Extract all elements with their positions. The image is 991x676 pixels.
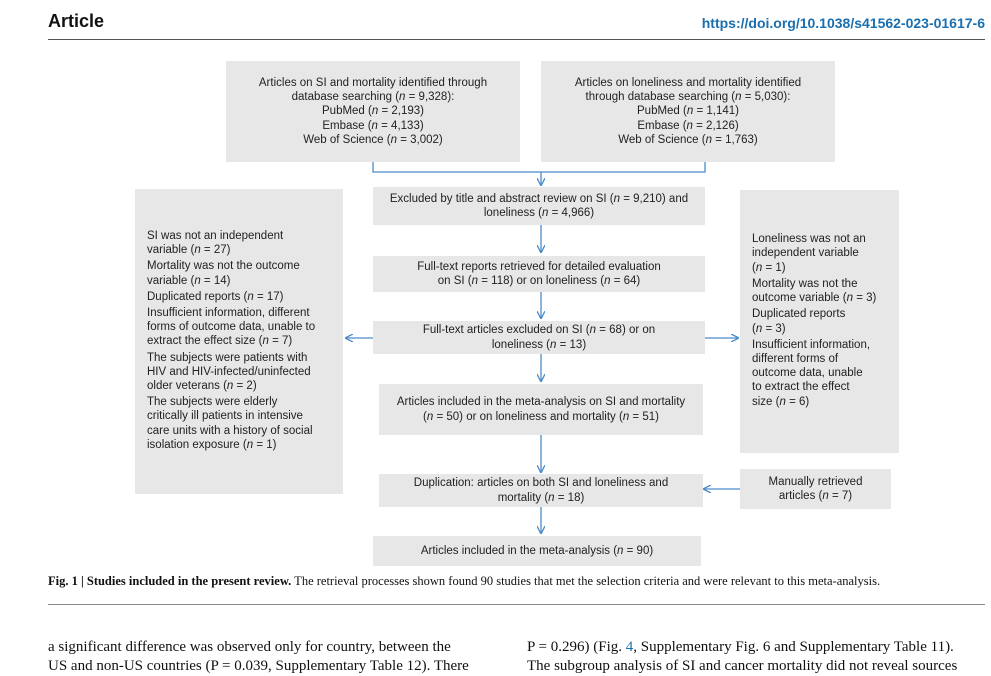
body-text-line: a significant difference was observed only for country, between the [48, 639, 451, 655]
si-search-line4: Embase (n = 4,133) [322, 119, 424, 132]
si-search-line5: Web of Science (n = 3,002) [303, 133, 443, 146]
included-meta-line1: Articles included in the meta-analysis on SI and mortality [396, 396, 686, 409]
lon-reason-text: size (n = 6) [752, 395, 810, 408]
si-exclusion-reasons-box [135, 189, 343, 494]
si-reason-text: HIV and HIV-infected/uninfected [147, 365, 311, 378]
si-search-line3: PubMed (n = 2,193) [322, 105, 424, 118]
caption-divider [48, 604, 985, 605]
merge-bracket [373, 162, 705, 172]
si-search-line2: database searching (n = 9,328): [291, 91, 455, 104]
lon-search-line4: Embase (n = 2,126) [637, 119, 739, 132]
si-reason-text: older veterans (n = 2) [147, 380, 257, 392]
lon-reason-text: Duplicated reports [752, 308, 846, 321]
lon-reason-text: Insufficient information, [752, 338, 871, 351]
manual-retrieved-line1: Manually retrieved [768, 475, 863, 488]
loneliness-search-box [541, 61, 835, 162]
lon-search-line2: through database searching (n = 5,030): [585, 91, 791, 104]
excluded-title-line2: loneliness (n = 4,966) [483, 207, 595, 219]
lon-reason-text: outcome variable (n = 3) [752, 292, 877, 305]
loneliness-exclusion-reasons-box [740, 190, 899, 453]
si-search-box [226, 61, 520, 162]
fulltext-retrieved-box [373, 256, 705, 292]
body-text-segment: , Supplementary Fig. 6 and Supplementary Table 11). [633, 639, 954, 655]
lon-search-line3: PubMed (n = 1,141) [637, 105, 739, 118]
si-reason-text: variable (n = 14) [147, 274, 231, 287]
si-reason-text: care units with a history of social [147, 424, 313, 437]
body-text-line: US and non-US countries (P = 0.039, Supplementary Table 12). There [48, 658, 469, 674]
lon-search-line5: Web of Science (n = 1,763) [618, 133, 758, 146]
body-text-line: The subgroup analysis of SI and cancer mortality did not reveal sources [527, 658, 958, 674]
figure-4-link[interactable]: 4 [625, 639, 634, 655]
lon-reason-text: (n = 1) [752, 261, 786, 274]
duplication-box [379, 474, 703, 507]
manual-retrieved-box [740, 469, 891, 509]
doi-link[interactable]: https://doi.org/10.1038/s41562-023-01617-6 [701, 15, 985, 31]
fulltext-excluded-box [373, 321, 705, 354]
fulltext-retrieved-line2: on SI (n = 118) or on loneliness (n = 64) [437, 275, 641, 287]
figure-caption-text: The retrieval processes shown found 90 studies that met the selection criteria and were relevant to this meta-analysis. [291, 574, 881, 588]
body-column-right [527, 638, 987, 676]
lon-reason-text: Mortality was not the [752, 277, 858, 290]
journal-section-title: Article [48, 11, 105, 31]
manual-retrieved-line2: articles (n = 7) [778, 490, 853, 502]
si-reason-text: variable (n = 27) [147, 244, 231, 257]
fulltext-excluded-line1: Full-text articles excluded on SI (n = 68) or on [422, 324, 656, 337]
lon-reason-text: outcome data, unable [752, 367, 863, 380]
duplication-line1: Duplication: articles on both SI and loneliness and [413, 477, 669, 490]
duplication-line2: mortality (n = 18) [497, 491, 585, 504]
final-included-box [373, 536, 701, 566]
figure-caption [48, 574, 985, 589]
si-reason-text: extract the effect size (n = 7) [147, 335, 293, 348]
final-included-line1: Articles included in the meta-analysis (n = 90) [420, 544, 654, 557]
si-reason-text: Mortality was not the outcome [147, 260, 300, 273]
lon-search-line1: Articles on loneliness and mortality identified [574, 76, 802, 89]
si-reason-text: forms of outcome data, unable to [147, 321, 316, 334]
excluded-title-line1: Excluded by title and abstract review on SI (n = 9,210) and [389, 192, 689, 205]
included-meta-box [379, 384, 703, 435]
si-reason-text: critically ill patients in intensive [147, 410, 303, 423]
lon-reason-text: independent variable [752, 247, 859, 260]
fulltext-excluded-line2: loneliness (n = 13) [491, 338, 587, 351]
si-reason-text: Insufficient information, different [147, 306, 310, 319]
included-meta-line2: (n = 50) or on loneliness and mortality (n = 51) [423, 410, 659, 423]
body-text-line [527, 638, 987, 657]
si-search-line1: Articles on SI and mortality identified through [258, 76, 488, 89]
body-column-left [48, 638, 508, 676]
fulltext-retrieved-line1: Full-text reports retrieved for detailed evaluation [417, 260, 661, 273]
lon-reason-text: different forms of [752, 352, 839, 365]
body-text-segment: P = 0.296) (Fig. [527, 639, 626, 655]
si-reason-text: isolation exposure (n = 1) [147, 438, 277, 451]
lon-reason-text: Loneliness was not an [752, 233, 866, 246]
lon-reason-text: (n = 3) [752, 322, 786, 335]
lon-reason-text: to extract the effect [752, 381, 850, 394]
si-reason-text: The subjects were patients with [147, 351, 308, 364]
excluded-title-box [373, 187, 705, 225]
si-reason-text: Duplicated reports (n = 17) [147, 290, 284, 303]
figure-label: Fig. 1 | Studies included in the present review. [48, 574, 292, 588]
si-reason-text: SI was not an independent [147, 229, 284, 242]
si-reason-text: The subjects were elderly [147, 396, 278, 409]
